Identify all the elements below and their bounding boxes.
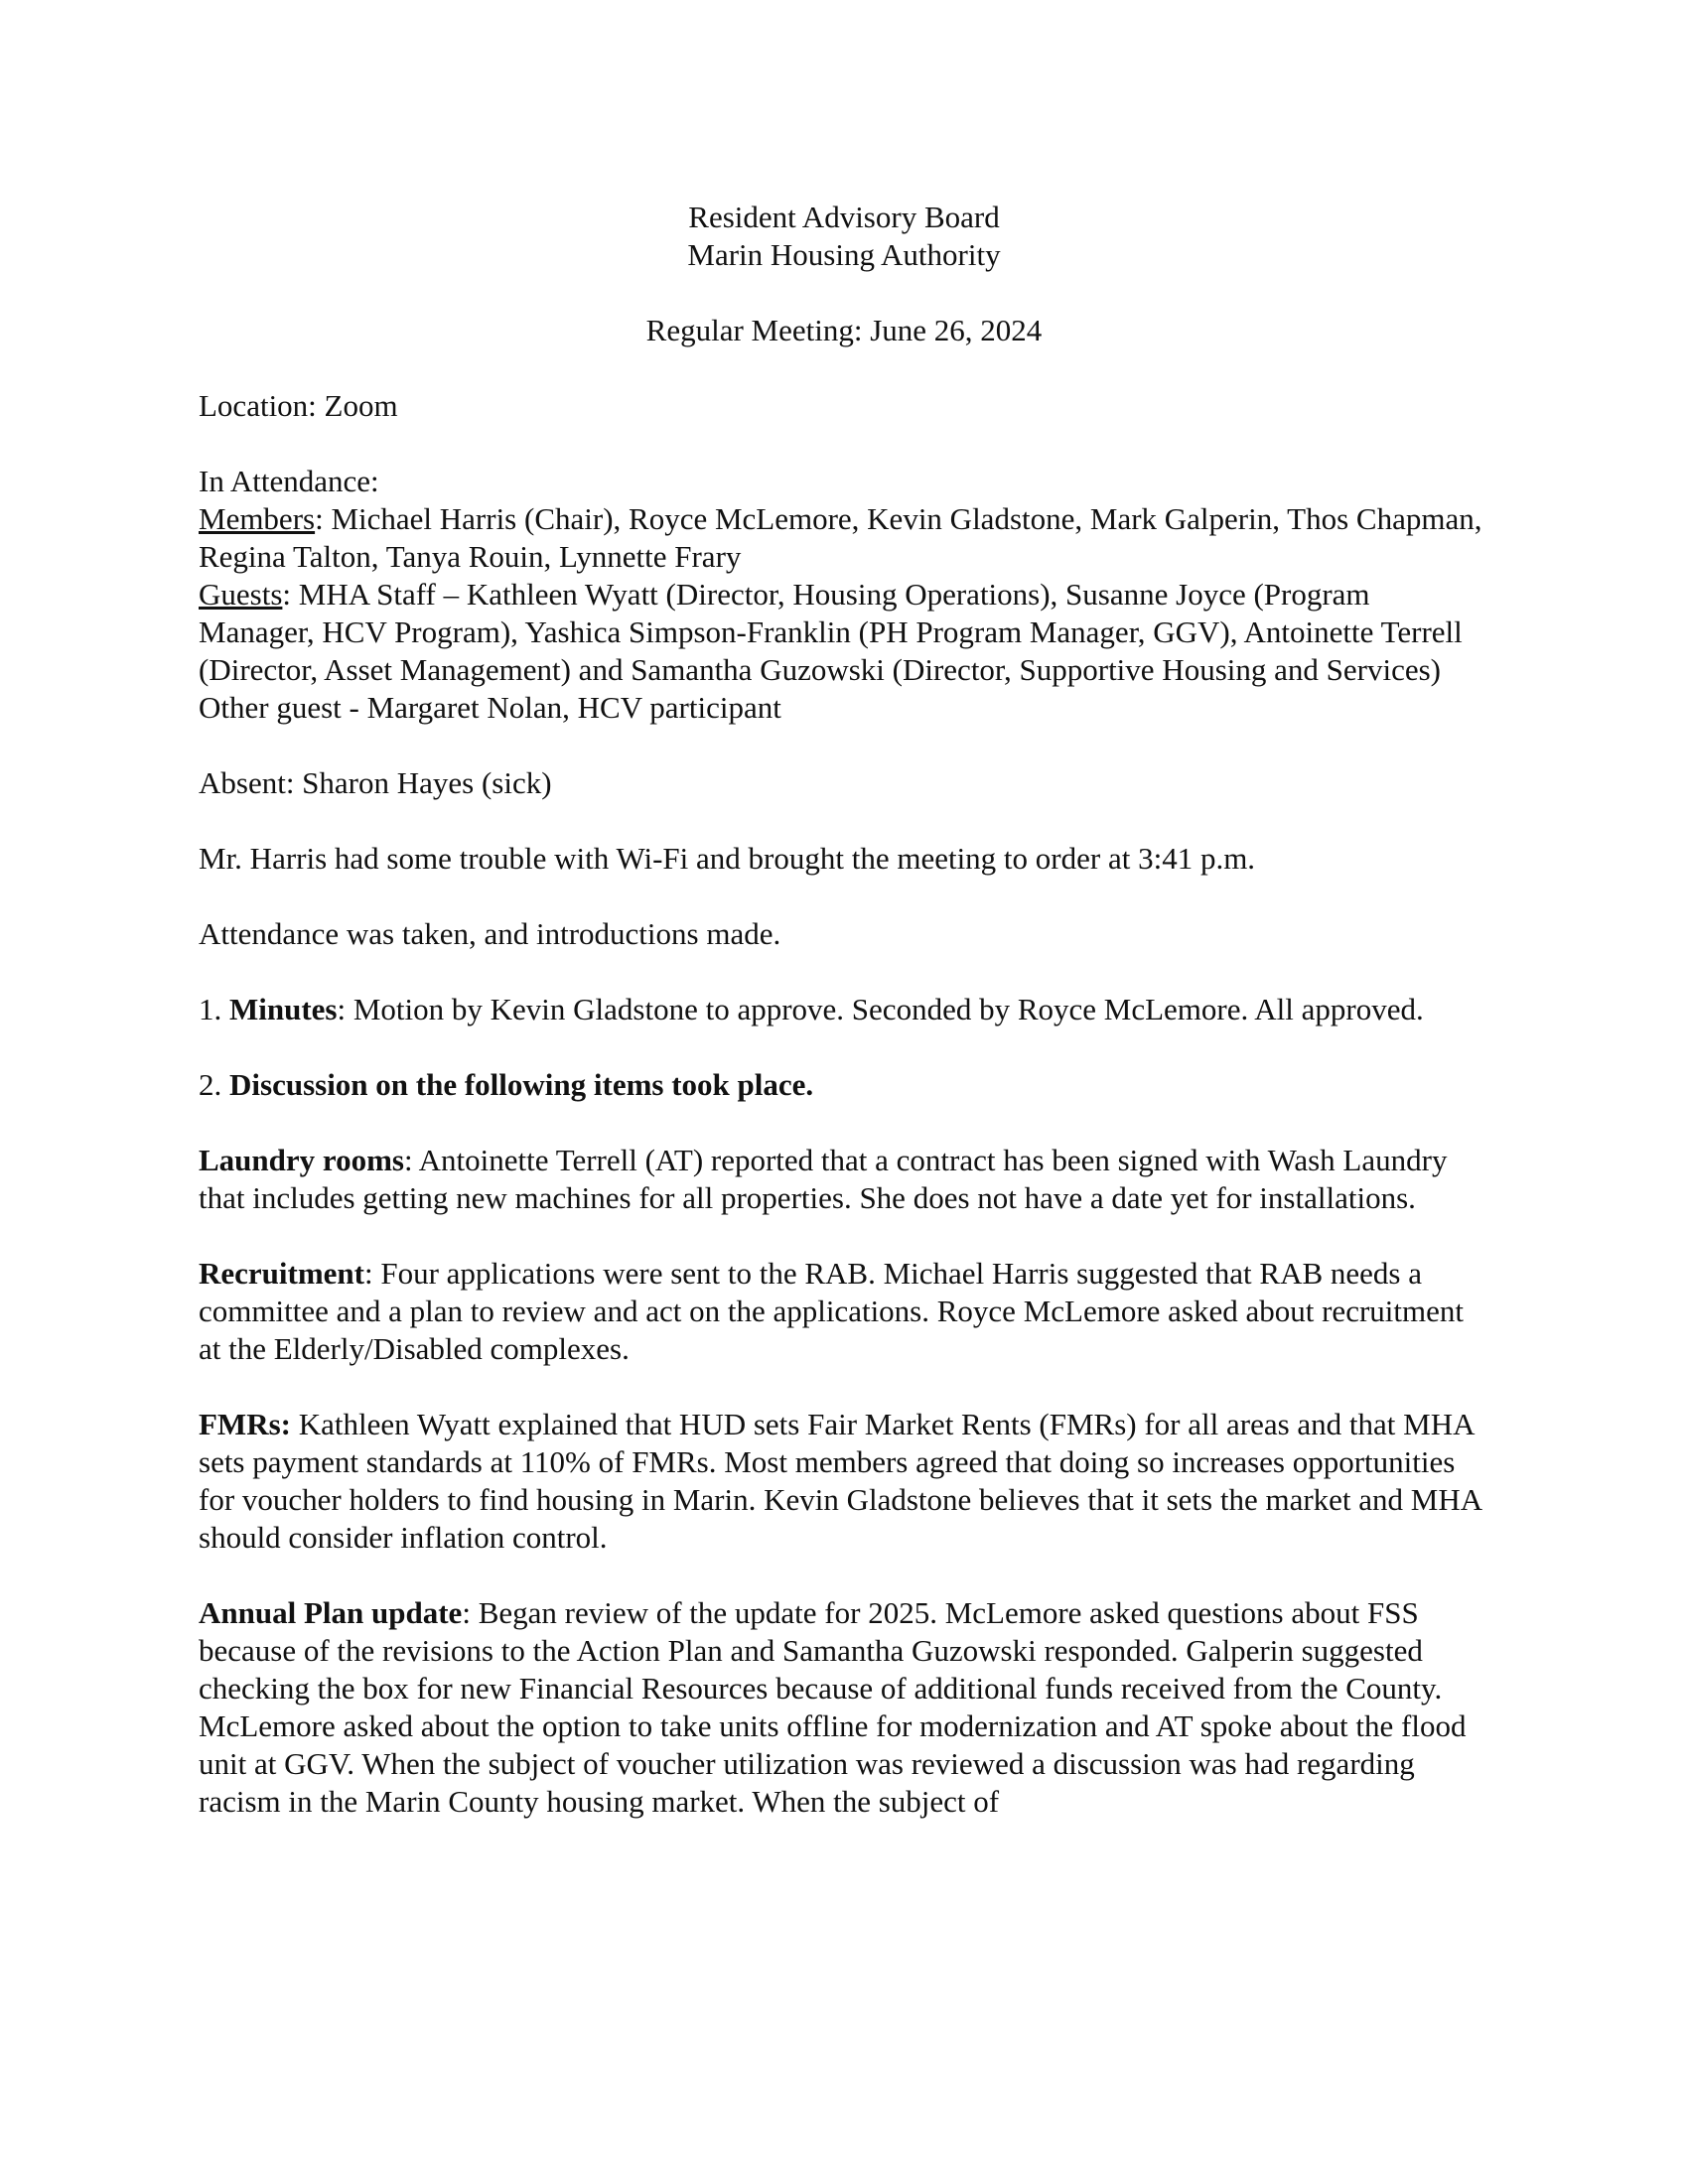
minutes-document [199, 199, 1489, 1821]
item-minutes [199, 991, 1489, 1028]
item-discussion [199, 1066, 1489, 1104]
attendance-section [199, 463, 1489, 727]
attendance-taken: Attendance was taken, and introductions made. [199, 916, 781, 951]
call-to-order: Mr. Harris had some trouble with Wi-Fi and brought the meeting to order at 3:41 p.m. [199, 841, 1256, 876]
annual-plan-paragraph [199, 1594, 1489, 1821]
item-text: : Motion by Kevin Gladstone to approve. Seconded by Royce McLemore. All approved. [337, 992, 1424, 1026]
guests-paragraph [199, 576, 1489, 689]
item-number: 1. [199, 992, 229, 1026]
laundry-text: : Antoinette Terrell (AT) reported that a contract has been signed with Wash Laundry that includes getting new machines for all properties. She does not have a date yet for installations. [199, 1143, 1448, 1215]
annual-plan-label: Annual Plan update [199, 1595, 463, 1630]
other-guest: Other guest - Margaret Nolan, HCV participant [199, 690, 781, 725]
meeting-date: Regular Meeting: June 26, 2024 [645, 313, 1043, 347]
guests-text: : MHA Staff – Kathleen Wyatt (Director, Housing Operations), Susanne Joyce (Program Manager, HCV Program), Yashica Simpson-Franklin (PH Program Manager, GGV), Antoinette Terrell (Director, Asset Management) and Samantha Guzowski (Director, Supportive Housing and Services) [199, 577, 1463, 687]
board-name: Resident Advisory Board [688, 200, 1000, 234]
item-label: Minutes [229, 992, 338, 1026]
fmrs-paragraph [199, 1406, 1489, 1557]
members-text: : Michael Harris (Chair), Royce McLemore, Kevin Gladstone, Mark Galperin, Thos Chapman, Regina Talton, Tanya Rouin, Lynnette Frary [199, 501, 1482, 574]
fmrs-label: FMRs: [199, 1407, 291, 1441]
recruitment-text: : Four applications were sent to the RAB. Michael Harris suggested that RAB needs a committee and a plan to review and act on the applications. Royce McLemore asked about recruitment at the Elderly/Disabled complexes. [199, 1256, 1464, 1366]
location: Location: Zoom [199, 388, 398, 423]
item-label: Discussion on the following items took place. [229, 1067, 814, 1102]
recruitment-label: Recruitment [199, 1256, 364, 1291]
annual-plan-text: : Began review of the update for 2025. McLemore asked questions about FSS because of the revisions to the Action Plan and Samantha Guzowski responded. Galperin suggested checking the box for new Financial Resources because of additional funds received from the County. McLemore asked about the option to take units offline for modernization and AT spoke about the flood unit at GGV. When the subject of voucher utilization was reviewed a discussion was had regarding racism in the Marin County housing market. When the subject of [199, 1595, 1467, 1819]
absent: Absent: Sharon Hayes (sick) [199, 765, 552, 800]
authority-name: Marin Housing Authority [687, 237, 1001, 272]
guests-label: Guests [199, 577, 283, 612]
members-paragraph [199, 500, 1489, 576]
laundry-label: Laundry rooms [199, 1143, 404, 1177]
laundry-paragraph [199, 1142, 1489, 1217]
attendance-heading: In Attendance: [199, 464, 379, 498]
fmrs-text: Kathleen Wyatt explained that HUD sets Fair Market Rents (FMRs) for all areas and that MHA sets payment standards at 110% of FMRs. Most members agreed that doing so increases opportunities for voucher holders to find housing in Marin. Kevin Gladstone believes that it sets the market and MHA should consider inflation control. [199, 1407, 1481, 1555]
recruitment-paragraph [199, 1255, 1489, 1368]
item-number: 2. [199, 1067, 229, 1102]
members-label: Members [199, 501, 316, 536]
